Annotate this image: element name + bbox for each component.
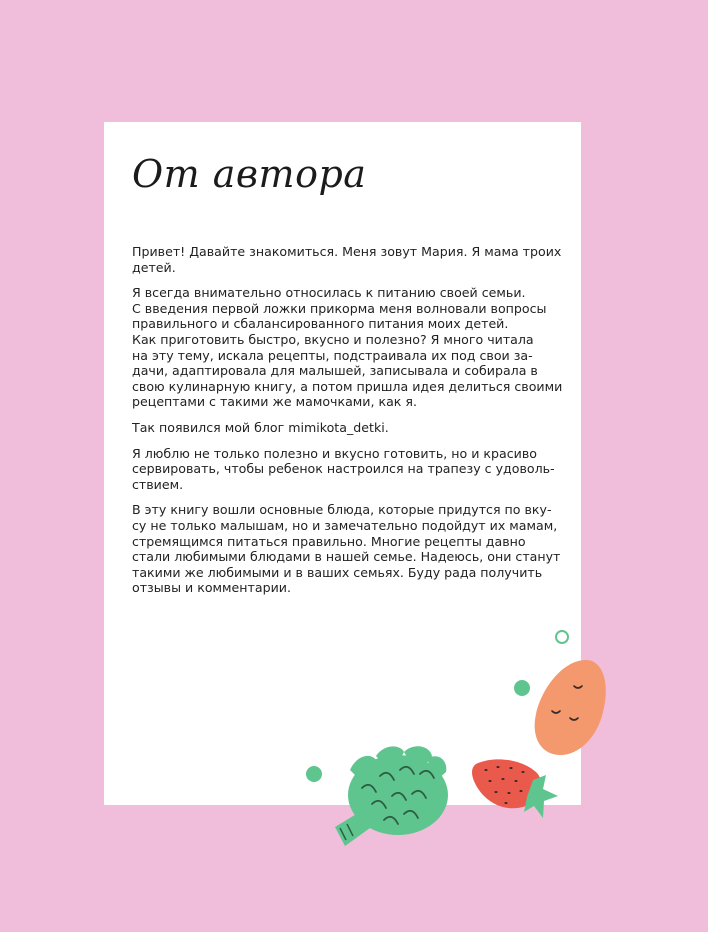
text-line: Так появился мой блог mimikota_detki. [132, 419, 389, 435]
text-line: отзывы и комментарии. [132, 580, 291, 596]
page-title: От автора [132, 152, 367, 196]
paragraph-3 [132, 420, 560, 436]
text-line: детей. [132, 259, 176, 275]
text-line: су не только малышам, но и замечательно подойдут их мамам, [132, 517, 558, 533]
page-card [104, 122, 581, 805]
text-line: Я всегда внимательно относилась к питанию своей семьи. [132, 285, 526, 301]
text-line: Как приготовить быстро, вкусно и полезно? Я много читала [132, 331, 534, 347]
text-line: сервировать, чтобы ребенок настроился на трапезу с удоволь- [132, 461, 555, 477]
text-line: С введения первой ложки прикорма меня волновали вопросы [132, 300, 547, 316]
text-line: свою кулинарную книгу, а потом пришла идея делиться своими [132, 378, 563, 394]
text-line: такими же любимыми и в ваших семьях. Буду рада получить [132, 564, 543, 580]
text-line: на эту тему, искала рецепты, подстраивала их под свои за- [132, 347, 533, 363]
text-line: стремящимся питаться правильно. Многие рецепты давно [132, 533, 526, 549]
text-line: правильного и сбалансированного питания моих детей. [132, 316, 509, 332]
paragraph-1 [132, 244, 560, 275]
text-line: рецептами с такими же мамочками, как я. [132, 394, 417, 410]
text-line: В эту книгу вошли основные блюда, которые придутся по вку- [132, 502, 552, 518]
text-line: дачи, адаптировала для малышей, записывала и собирала в [132, 363, 538, 379]
body-text [132, 244, 563, 606]
paragraph-4 [132, 446, 560, 493]
text-line: Я люблю не только полезно и вкусно готовить, но и красиво [132, 445, 537, 461]
text-line: Привет! Давайте знакомиться. Меня зовут Мария. Я мама троих [132, 244, 562, 259]
paragraph-5 [132, 502, 560, 596]
paragraph-2 [132, 285, 563, 410]
text-line: ствием. [132, 476, 184, 492]
text-line: стали любимыми блюдами в нашей семье. Надеюсь, они станут [132, 549, 561, 565]
